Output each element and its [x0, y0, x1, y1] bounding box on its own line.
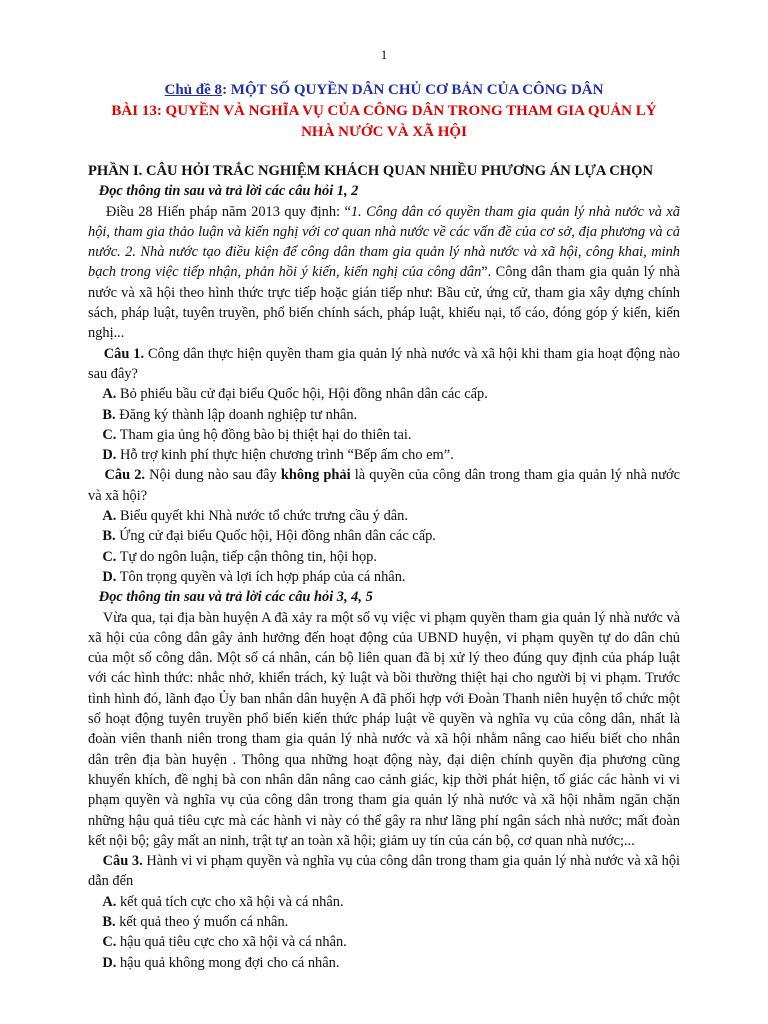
question-3-option-c — [88, 932, 680, 952]
lesson-title-line1: BÀI 13: QUYỀN VÀ NGHĨA VỤ CỦA CÔNG DÂN TRONG THAM GIA QUẢN LÝ — [111, 103, 657, 119]
option-text: kết quả tích cực cho xã hội và cá nhân. — [116, 893, 344, 910]
lesson-title-line2: NHÀ NƯỚC VÀ XÃ HỘI — [301, 124, 467, 140]
option-text: hậu quả tiêu cực cho xã hội và cá nhân. — [116, 934, 347, 951]
question-2-emphasis: không phải — [280, 467, 351, 484]
option-text: Bỏ phiếu bầu cử đại biểu Quốc hội, Hội đồng nhân dân các cấp. — [116, 386, 488, 403]
question-3-text: Hành vi vi phạm quyền và nghĩa vụ của công dân trong tham gia quản lý nhà nước và xã hội dẫn đến — [88, 853, 681, 890]
reading-heading-2-text: Đọc thông tin sau và trả lời các câu hỏi 3, 4, 5 — [98, 589, 373, 606]
option-key: A. — [102, 508, 117, 525]
question-2-option-a — [88, 506, 680, 526]
question-1-option-b — [88, 405, 680, 425]
reading-heading-2 — [88, 587, 680, 607]
topic-title — [88, 80, 680, 101]
option-key: B. — [102, 406, 116, 423]
topic-prefix: Chủ đề 8 — [164, 82, 223, 98]
reading-heading-1-text: Đọc thông tin sau và trả lời các câu hỏi 1, 2 — [98, 183, 359, 200]
question-3-option-b — [88, 912, 680, 932]
option-key: A. — [102, 893, 117, 910]
topic-text: : MỘT SỐ QUYỀN DÂN CHỦ CƠ BẢN CỦA CÔNG DÂN — [222, 82, 604, 98]
reading-heading-1 — [88, 181, 680, 201]
question-1 — [88, 344, 680, 385]
question-2-label: Câu 2. — [104, 467, 146, 484]
reading-passage-1 — [88, 202, 680, 344]
passage-1-outro: ”. Công dân tham gia quản lý nhà nước và xã hội theo hình thức trực tiếp hoặc gián tiếp như: Bầu cử, ứng cử, tham gia xây dựng chính sách, pháp luật, tuyên truyền, phổ biến chính sách, pháp luật, khiếu nại, tố cáo, đóng góp ý kiến, kiến nghị... — [88, 264, 680, 342]
document-body — [88, 161, 680, 973]
question-2-option-d — [88, 567, 680, 587]
option-key: B. — [102, 913, 116, 930]
option-text: Hỗ trợ kinh phí thực hiện chương trình “Bếp ấm cho em”. — [116, 447, 454, 464]
option-text: hậu quả không mong đợi cho cá nhân. — [116, 954, 340, 971]
question-2-text-after: là quyền của công dân trong tham gia quản lý nhà nước và xã hội? — [88, 467, 681, 504]
question-3-option-d — [88, 953, 680, 973]
question-3-label: Câu 3. — [102, 853, 143, 870]
option-key: D. — [102, 954, 117, 971]
reading-passage-2 — [88, 608, 680, 852]
option-text: kết quả theo ý muốn cá nhân. — [115, 913, 289, 930]
question-2-option-c — [88, 547, 680, 567]
option-text: Tham gia ủng hộ đồng bào bị thiệt hại do thiên tai. — [116, 426, 412, 443]
option-key: A. — [102, 386, 117, 403]
question-1-option-a — [88, 384, 680, 404]
passage-1-intro: Điều 28 Hiến pháp năm 2013 quy định: “ — [105, 203, 351, 220]
option-key: D. — [102, 447, 117, 464]
question-1-option-c — [88, 425, 680, 445]
option-text: Đăng ký thành lập doanh nghiệp tư nhân. — [115, 406, 358, 423]
option-text: Biểu quyết khi Nhà nước tổ chức trưng cầu ý dân. — [116, 508, 408, 525]
option-text: Ứng cử đại biểu Quốc hội, Hội đồng nhân dân các cấp. — [115, 528, 436, 545]
question-2 — [88, 465, 680, 506]
option-key: C. — [102, 426, 117, 443]
section-heading — [88, 161, 680, 181]
option-text: Tôn trọng quyền và lợi ích hợp pháp của cá nhân. — [116, 568, 406, 585]
option-key: D. — [102, 568, 117, 585]
option-text: Tự do ngôn luận, tiếp cận thông tin, hội họp. — [116, 548, 377, 565]
question-1-option-d — [88, 445, 680, 465]
question-2-text-before: Nội dung nào sau đây — [145, 467, 281, 484]
section-title: PHẦN I. CÂU HỎI TRẮC NGHIỆM KHÁCH QUAN NHIỀU PHƯƠNG ÁN LỰA CHỌN — [88, 163, 653, 179]
option-key: C. — [102, 934, 117, 951]
question-1-text: Công dân thực hiện quyền tham gia quản lý nhà nước và xã hội khi tham gia hoạt động nào sau đây? — [88, 345, 681, 382]
question-1-label: Câu 1. — [103, 345, 145, 362]
passage-1-quote: 1. Công dân có quyền tham gia quản lý nhà nước và xã hội, tham gia thảo luận và kiến nghị với cơ quan nhà nước về các vấn đề của cơ sở, địa phương và cả nước. 2. Nhà nước tạo điều kiện để công dân tham gia quản lý nhà nước và xã hội, công khai, minh bạch trong việc tiếp nhận, phản hồi ý kiến, kiến nghị của công dân — [88, 203, 680, 281]
option-key: B. — [102, 528, 116, 545]
passage-2-text: Vừa qua, tại địa bàn huyện A đã xảy ra một số vụ việc vi phạm quyền tham gia quản lý nhà nước và xã hội của công dân gây ảnh hưởng đến hoạt động của UBND huyện, vi phạm quyền tự do dân chủ của một số công dân. Một số cá nhân, cán bộ liên quan đã bị xử lý theo đúng quy định của pháp luật với các hình thức: nhắc nhở, khiển trách, kỷ luật và bồi thường thiệt hại cho người bị vi phạm. Trước tình hình đó, lãnh đạo Ủy ban nhân dân huyện A đã phối hợp với Đoàn Thanh niên huyện tổ chức một số hoạt động tuyên truyền phổ biến kiến thức pháp luật về quyền và nghĩa vụ của công dân, nhất là đoàn viên thanh niên trong tham gia quản lý nhà nước và xã hội nhằm nâng cao hiểu biết cho nhân dân trên địa bàn huyện . Thông qua những hoạt động này, đại diện chính quyền địa phương cũng khuyến khích, đề nghị bà con nhân dân nâng cao cảnh giác, kịp thời phát hiện, tố giác các hành vi vi phạm quyền và nghĩa vụ của công dân trong tham gia quản lý nhà nước và xã hội nhằm ngăn chặn những hậu quả tiêu cực mà các hành vi này có thể gây ra như lãng phí ngân sách nhà nước; mất đoàn kết nội bộ; gây mất an ninh, trật tự an toàn xã hội; giảm uy tín của cán bộ, cơ quan nhà nước;... — [88, 609, 680, 849]
page-number: 1 — [380, 47, 388, 62]
option-key: C. — [102, 548, 117, 565]
title-block — [88, 80, 680, 143]
question-3 — [88, 851, 680, 892]
question-2-option-b — [88, 526, 680, 546]
question-3-option-a — [88, 892, 680, 912]
